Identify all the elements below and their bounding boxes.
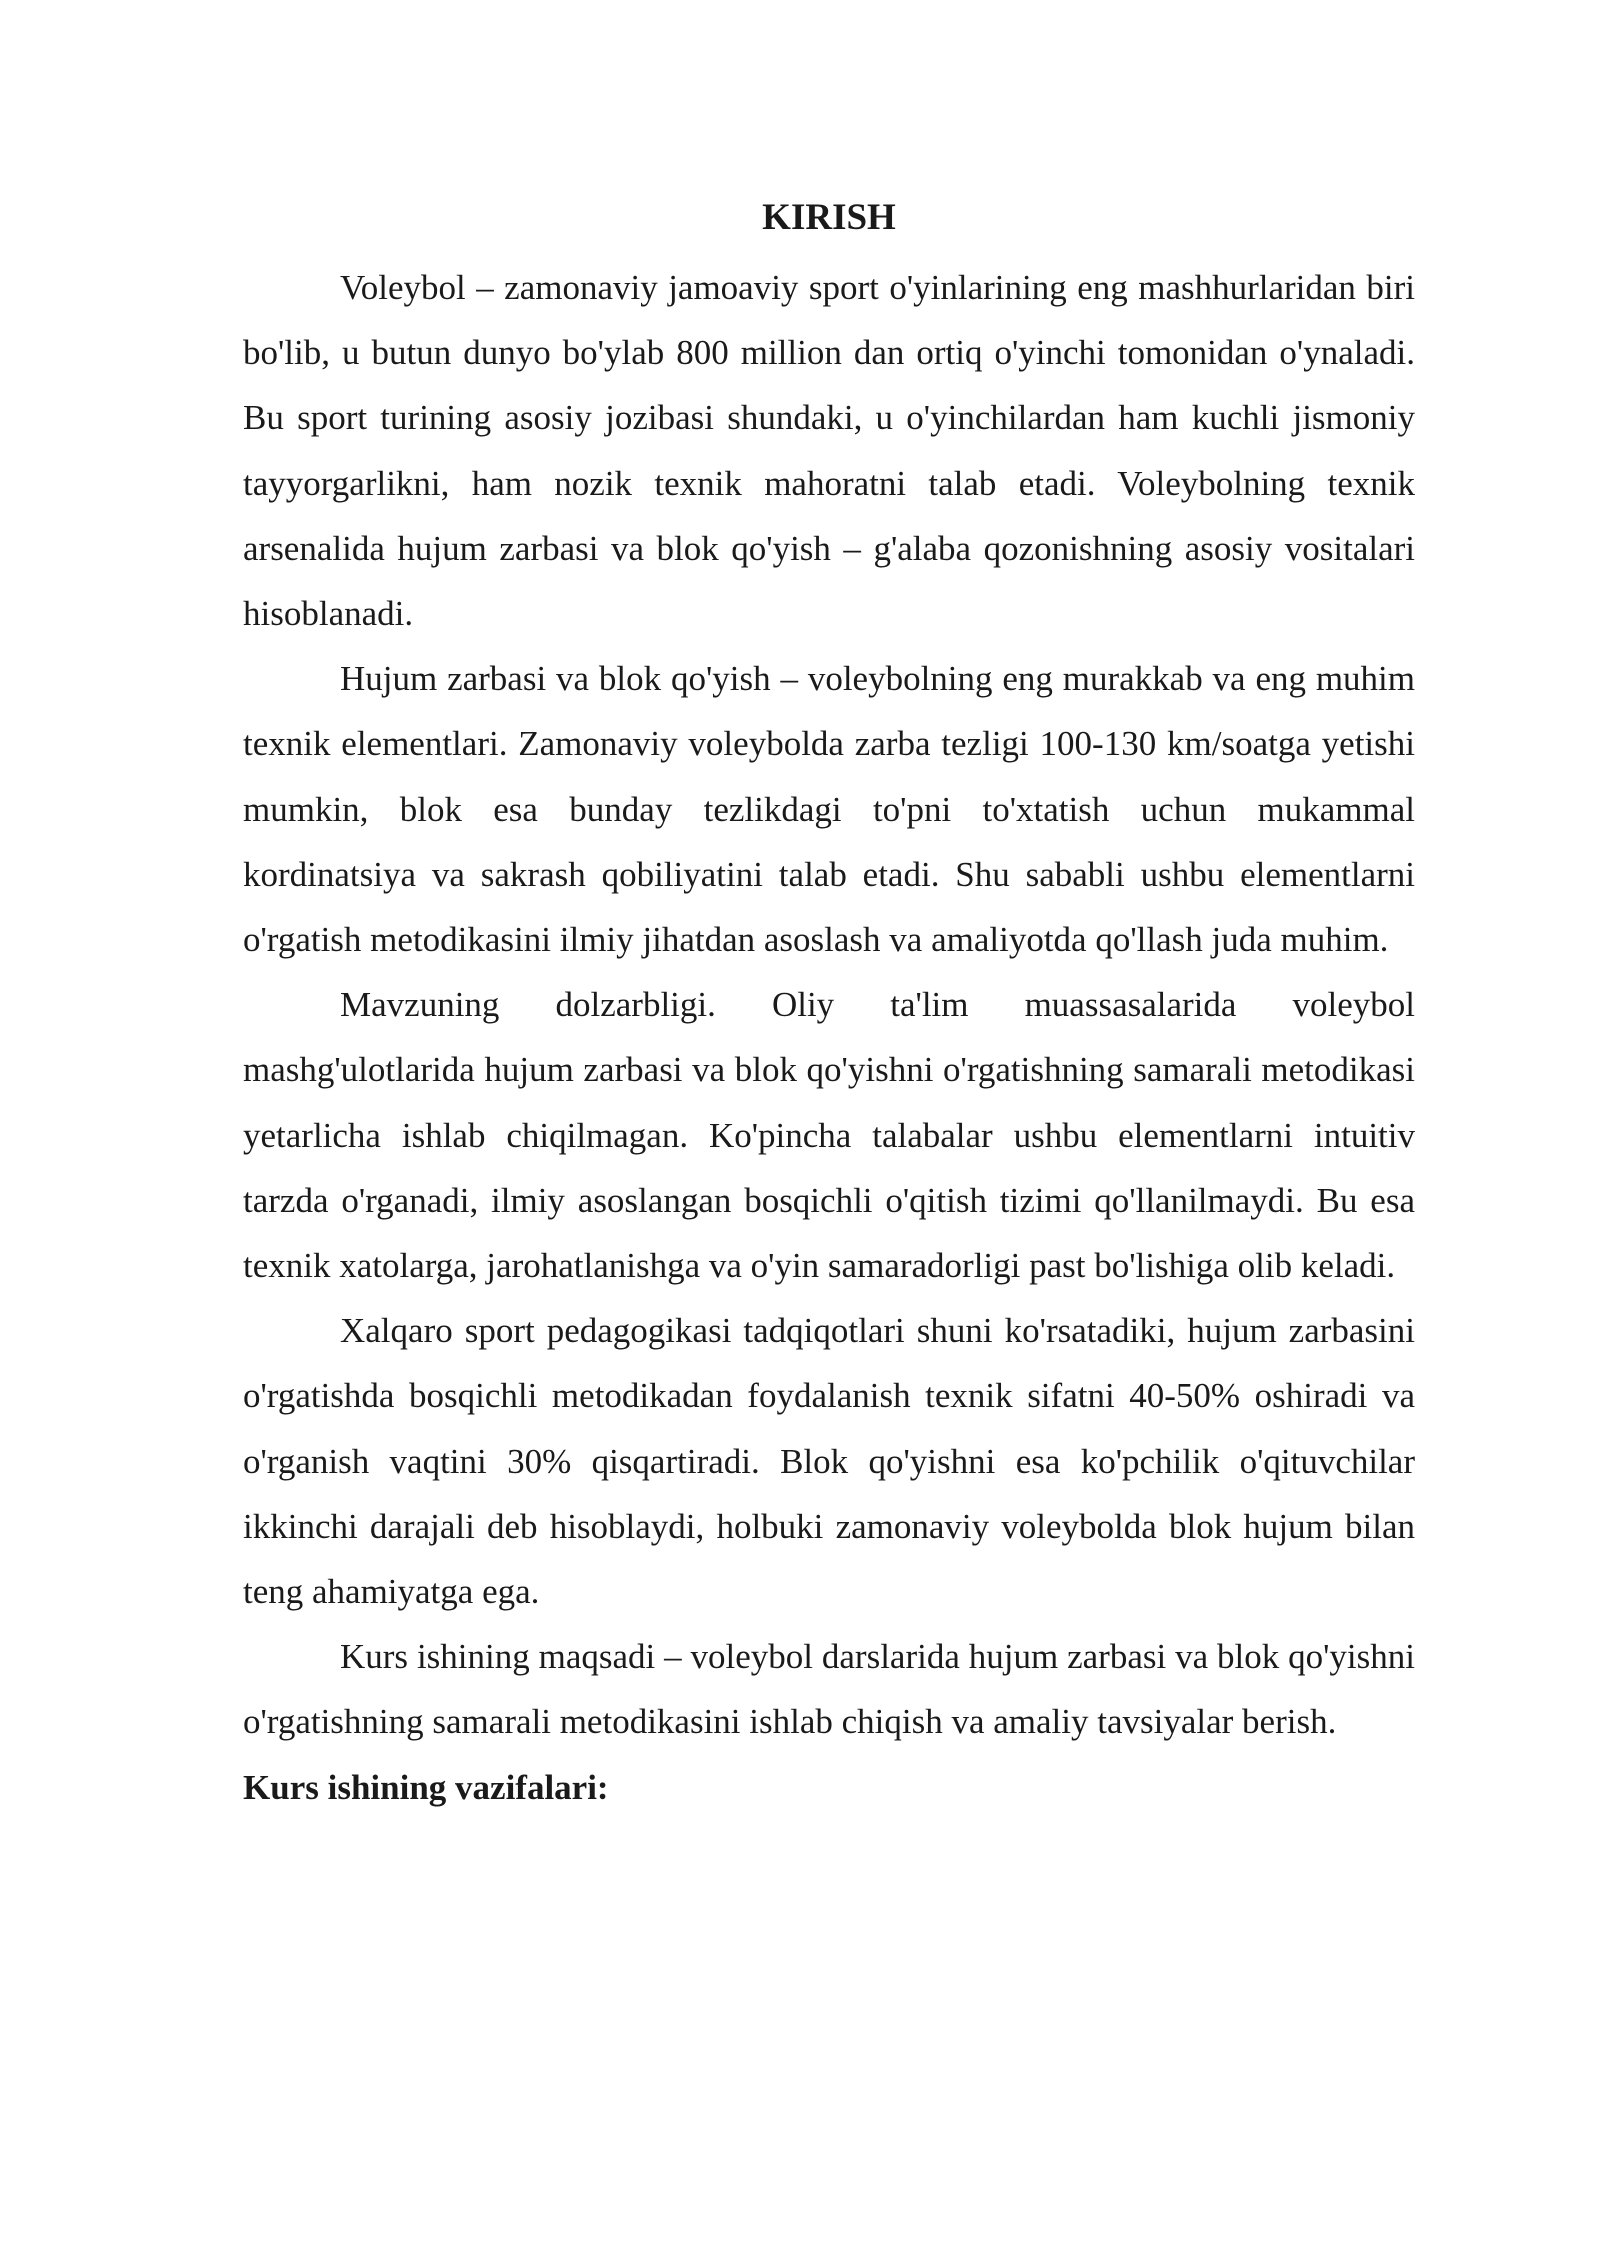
- paragraph-intro: Voleybol – zamonaviy jamoaviy sport o'yinlarining eng mashhurlaridan biri bo'lib, u butun dunyo bo'ylab 800 million dan ortiq o'yinchi tomonidan o'ynaladi. Bu sport turining asosiy jozibasi shundaki, u o'yinchilardan ham kuchli jismoniy tayyorgarlikni, ham nozik texnik mahoratni talab etadi. Voleybolning texnik arsenalida hujum zarbasi va blok qo'yish – g'alaba qozonishning asosiy vositalari hisoblanadi.: [243, 268, 1415, 634]
- paragraph-research: Xalqaro sport pedagogikasi tadqiqotlari shuni ko'rsatadiki, hujum zarbasini o'rgatishda bosqichli metodikadan foydalanish texnik sifatni 40-50% oshiradi va o'rganish vaqtini 30% qisqartiradi. Blok qo'yishni esa ko'pchilik o'qituvchilar ikkinchi darajali deb hisoblaydi, holbuki zamonaviy voleybolda blok hujum bilan teng ahamiyatga ega.: [243, 1311, 1415, 1612]
- tasks-heading: Kurs ishining vazifalari:: [243, 1767, 609, 1807]
- paragraph-relevance: Mavzuning dolzarbligi. Oliy ta'lim muassasalarida voleybol mashg'ulotlarida hujum zarbasi va blok qo'yishni o'rgatishning samarali metodikasi yetarlicha ishlab chiqilmagan. Ko'pincha talabalar ushbu elementlarni intuitiv tarzda o'rganadi, ilmiy asoslangan bosqichli o'qitish tizimi qo'llanilmaydi. Bu esa texnik xatolarga, jarohatlanishga va o'yin samaradorligi past bo'lishiga olib keladi.: [243, 985, 1415, 1286]
- paragraph-goal: Kurs ishining maqsadi – voleybol darslarida hujum zarbasi va blok qo'yishni o'rgatishning samarali metodikasini ishlab chiqish va amaliy tavsiyalar berish.: [243, 1637, 1415, 1742]
- page-title: KIRISH: [762, 197, 896, 238]
- document-page: [243, 190, 1415, 1820]
- paragraph-technical-elements: Hujum zarbasi va blok qo'yish – voleybolning eng murakkab va eng muhim texnik elementlari. Zamonaviy voleybolda zarba tezligi 100-130 km/soatga yetishi mumkin, blok esa bunday tezlikdagi to'pni to'xtatish uchun mukammal kordinatsiya va sakrash qobiliyatini talab etadi. Shu sababli ushbu elementlarni o'rgatish metodikasini ilmiy jihatdan asoslash va amaliyotda qo'llash juda muhim.: [243, 659, 1415, 960]
